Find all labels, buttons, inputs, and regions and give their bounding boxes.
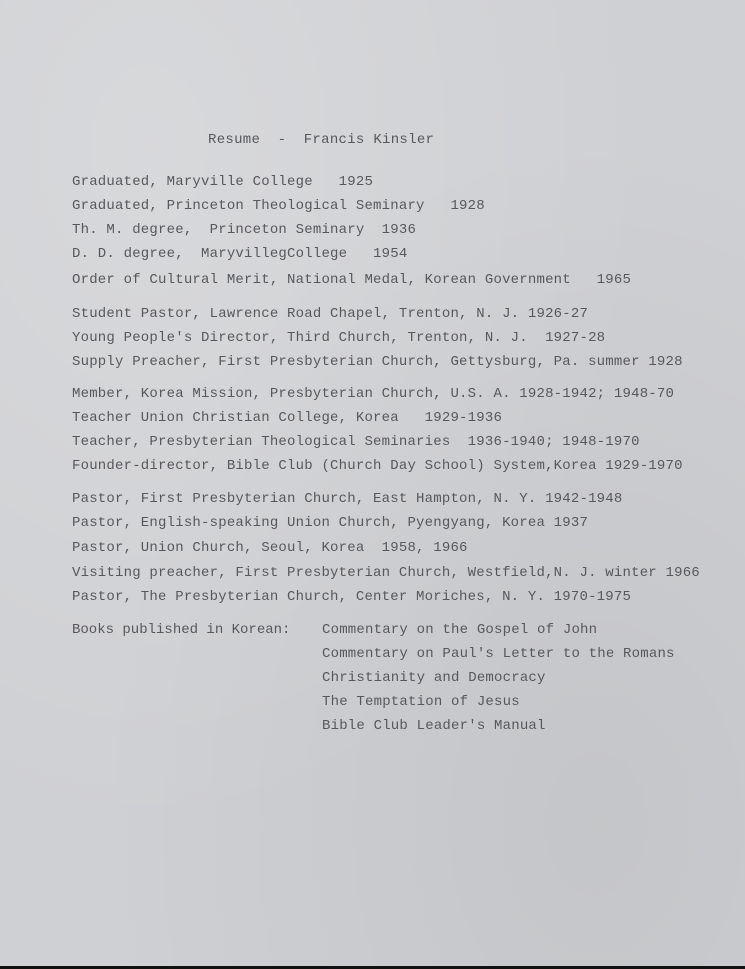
- position-line: Teacher Union Christian College, Korea 1929-1936: [72, 410, 503, 426]
- book-title: Commentary on Paul's Letter to the Romans: [322, 646, 675, 662]
- position-line: Young People's Director, Third Church, Trenton, N. J. 1927-28: [72, 330, 606, 346]
- page-title: Resume - Francis Kinsler: [208, 132, 435, 148]
- honor-line: Order of Cultural Merit, National Medal, Korean Government 1965: [72, 272, 632, 288]
- pastorate-line: Pastor, First Presbyterian Church, East Hampton, N. Y. 1942-1948: [72, 491, 623, 507]
- book-title: Bible Club Leader's Manual: [322, 718, 546, 734]
- pastorate-line: Pastor, Union Church, Seoul, Korea 1958, 1966: [72, 540, 468, 556]
- position-line: Student Pastor, Lawrence Road Chapel, Trenton, N. J. 1926-27: [72, 306, 589, 322]
- degree-line: D. D. degree, MaryvillegCollege 1954: [72, 246, 408, 262]
- position-line: Member, Korea Mission, Presbyterian Church, U.S. A. 1928-1942; 1948-70: [72, 386, 675, 402]
- degree-line: Th. M. degree, Princeton Seminary 1936: [72, 222, 417, 238]
- pastorate-line: Pastor, The Presbyterian Church, Center Moriches, N. Y. 1970-1975: [72, 589, 632, 605]
- book-title: Christianity and Democracy: [322, 670, 546, 686]
- books-label: Books published in Korean:: [72, 622, 291, 638]
- pastorate-line: Visiting preacher, First Presbyterian Church, Westfield,N. J. winter 1966: [72, 565, 700, 581]
- book-title: The Temptation of Jesus: [322, 694, 520, 710]
- book-title: Commentary on the Gospel of John: [322, 622, 598, 638]
- position-line: Supply Preacher, First Presbyterian Church, Gettysburg, Pa. summer 1928: [72, 354, 683, 370]
- pastorate-line: Pastor, English-speaking Union Church, Pyengyang, Korea 1937: [72, 515, 589, 531]
- degree-line: Graduated, Princeton Theological Seminary 1928: [72, 198, 485, 214]
- position-line: Founder-director, Bible Club (Church Day School) System,Korea 1929-1970: [72, 458, 683, 474]
- degree-line: Graduated, Maryville College 1925: [72, 174, 374, 190]
- position-line: Teacher, Presbyterian Theological Seminaries 1936-1940; 1948-1970: [72, 434, 640, 450]
